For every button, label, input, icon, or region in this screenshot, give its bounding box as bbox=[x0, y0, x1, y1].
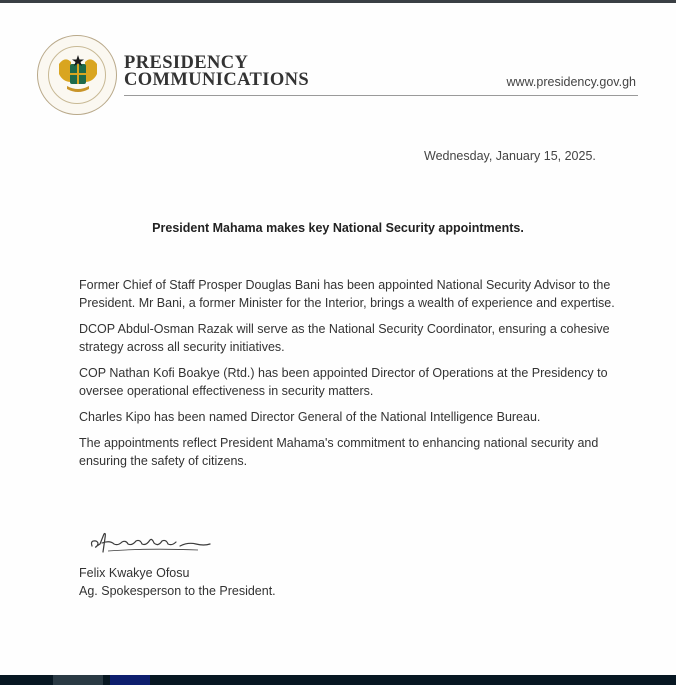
paragraph: COP Nathan Kofi Boakye (Rtd.) has been appointed Director of Operations at the Presidency to oversee operational effectiveness in security matters. bbox=[79, 366, 608, 398]
release-date: Wednesday, January 15, 2025. bbox=[424, 149, 596, 163]
paragraph: The appointments reflect President Mahama's commitment to enhancing national security and ensuring the safety of citizens. bbox=[79, 436, 599, 468]
website-link[interactable]: www.presidency.gov.gh bbox=[506, 75, 636, 89]
paragraph: Former Chief of Staff Prosper Douglas Bani has been appointed National Security Advisor to the President. Mr Bani, a former Minister for the Interior, brings a wealth of experience and expertise. bbox=[79, 278, 615, 310]
taskbar-app-button[interactable] bbox=[110, 675, 150, 685]
signatory bbox=[79, 564, 276, 600]
taskbar bbox=[0, 675, 676, 685]
brand-name bbox=[124, 55, 309, 89]
press-release-document bbox=[0, 3, 676, 675]
signatory-name: Felix Kwakye Ofosu bbox=[79, 566, 190, 580]
signatory-title: Ag. Spokesperson to the President. bbox=[79, 584, 276, 598]
paragraph: DCOP Abdul-Osman Razak will serve as the National Security Coordinator, ensuring a cohesive strategy across all security initiatives. bbox=[79, 322, 610, 354]
letterhead-divider bbox=[124, 95, 638, 96]
brand-line-1: PRESIDENCY bbox=[124, 53, 249, 73]
taskbar-app-button[interactable] bbox=[53, 675, 103, 685]
presidency-seal-icon bbox=[37, 35, 117, 115]
paragraph: Charles Kipo has been named Director General of the National Intelligence Bureau. bbox=[79, 410, 541, 424]
body-text bbox=[79, 276, 619, 478]
coat-of-arms-icon bbox=[55, 52, 101, 98]
headline: President Mahama makes key National Security appointments. bbox=[152, 221, 524, 235]
signature-icon bbox=[88, 530, 218, 556]
brand-line-2: COMMUNICATIONS bbox=[124, 70, 310, 90]
